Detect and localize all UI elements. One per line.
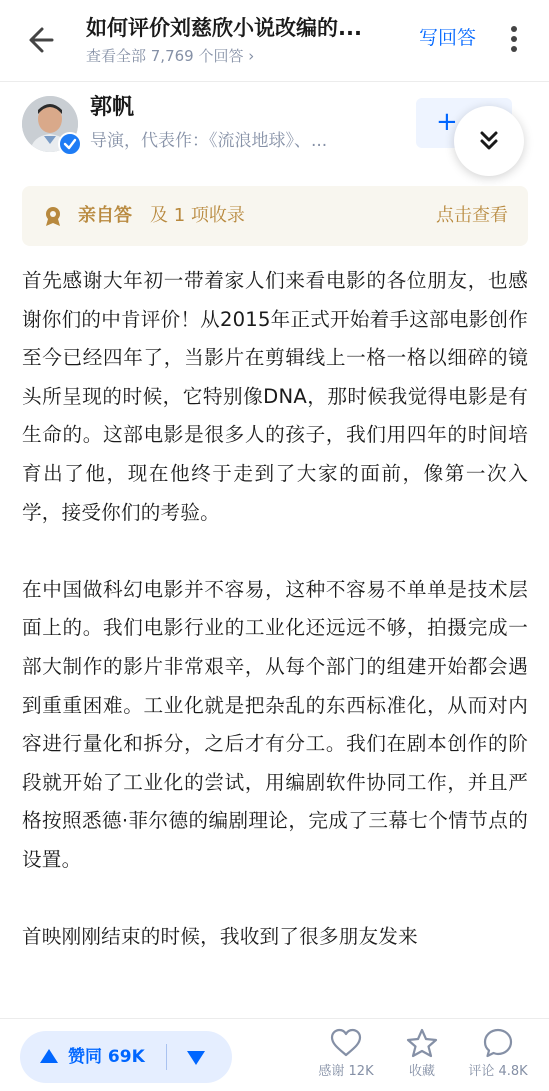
badge-icon [42, 205, 64, 227]
author-name[interactable]: 郭帆 [90, 95, 135, 120]
upvote-icon [40, 1049, 58, 1063]
question-header[interactable] [86, 14, 406, 66]
all-answers-link[interactable]: 查看全部 7,769 个回答 › [86, 47, 255, 65]
upvote-label: 赞同 69K [68, 1047, 145, 1067]
chevron-double-down-icon [454, 106, 524, 176]
favorite-label: 收藏 [408, 1064, 435, 1079]
question-title[interactable]: 如何评价刘慈欣小说改编的... [86, 16, 362, 40]
paragraph: 在中国做科幻电影并不容易，这种不容易不单单是技术层面上的。我们电影行业的工业化还远远不够，拍摄完成一部大制作的影片非常艰辛，从每个部门的组建开始都会遇到重重困难。工业化就是把杂乱的东西标准化，从而对内容进行量化和拆分，之后才有分工。我们在剧本创作的阶段就开始了工业化的尝试，用编剧软件协同工作，并且严格按照悉德·菲尔德的编剧理论，完成了三幕七个情节点的设置。 [22, 577, 528, 871]
paragraph: 首映刚刚结束的时候，我收到了很多朋友发来 [22, 925, 418, 949]
more-vertical-icon[interactable] [506, 24, 522, 56]
write-answer-button[interactable]: 写回答 [419, 27, 477, 49]
star-icon [405, 1027, 439, 1059]
thanks-button[interactable] [306, 1027, 386, 1087]
author-description: 导演，代表作：《流浪地球》、... [90, 131, 328, 151]
downvote-icon [187, 1051, 205, 1065]
upvote-button[interactable] [20, 1031, 166, 1083]
collection-count: 及 1 项收录 [150, 205, 245, 226]
self-answer-banner[interactable] [22, 186, 528, 246]
collapse-button[interactable] [454, 106, 524, 176]
paragraph: 首先感谢大年初一带着家人们来看电影的各位朋友，也感谢你们的中肯评价！从2015年正式开始着手这部电影创作至今已经四年了，当影片在剪辑线上一格一格以细碎的镜头所呈现的时候，它特别像DNA，那时候我觉得电影是有生命的。这部电影是很多人的孩子，我们用四年的时间培育出了他，现在他终于走到了大家的面前，像第一次入学，接受你们的考验。 [22, 269, 528, 524]
downvote-button[interactable] [167, 1031, 232, 1083]
back-arrow-icon[interactable] [26, 22, 58, 58]
view-link[interactable]: 点击查看 [436, 205, 508, 226]
verified-icon [58, 132, 82, 156]
comment-label: 评论 4.8K [468, 1064, 528, 1079]
vote-control [20, 1031, 232, 1083]
top-bar [0, 0, 549, 82]
self-answer-label: 亲自答 [78, 205, 132, 226]
comment-icon [481, 1027, 515, 1059]
plus-icon: + [436, 107, 458, 137]
heart-icon [329, 1027, 363, 1059]
answer-content [22, 262, 528, 1022]
bottom-action-bar [0, 1018, 549, 1091]
favorite-button[interactable] [382, 1027, 462, 1087]
thanks-label: 感谢 12K [318, 1064, 374, 1079]
comment-button[interactable] [458, 1027, 538, 1087]
